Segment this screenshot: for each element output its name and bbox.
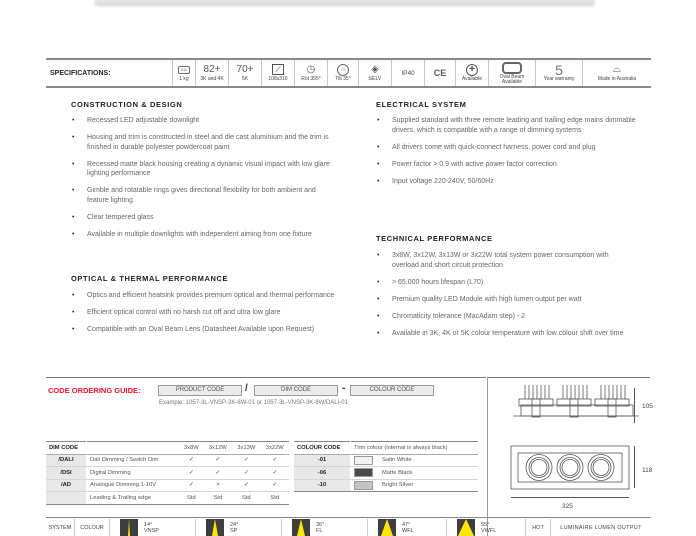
table-row: /DALI Dali Dimming / Switch Dim ✓ ✓ ✓ ✓ bbox=[46, 454, 289, 467]
divider bbox=[488, 377, 650, 378]
emergency-icon: ✚ bbox=[466, 63, 478, 76]
beam-vwfl: 55° VWFL bbox=[446, 519, 525, 536]
beam-angle-icon bbox=[206, 519, 224, 536]
spec-cri-5k: 70+ 5K bbox=[228, 60, 261, 86]
dimension-line bbox=[634, 446, 635, 488]
beam-fl: 36° FL bbox=[281, 519, 367, 536]
colour-swatch-bright-silver bbox=[354, 481, 373, 490]
list-item: • 3x8W, 3x12W, 3x13W or 3x22W total system power consumption with overload and short circuit protection bbox=[376, 251, 636, 270]
rotation-icon: ◷ bbox=[306, 63, 316, 75]
list-item: • Recessed matte black housing creating a dynamic visual impact with low glare lighting performance bbox=[71, 160, 336, 179]
list-item: • Available in 3K, 4K or 5K colour temperature with low colour shift over time bbox=[376, 329, 636, 339]
table-row: /DSI Digital Dimming ✓ ✓ ✓ ✓ bbox=[46, 467, 289, 480]
beam-sp: 24° SP bbox=[195, 519, 281, 536]
colour-swatch-satin-white bbox=[354, 456, 373, 465]
list-item: • Input voltage 220-240V, 50/60Hz bbox=[376, 177, 636, 187]
heatsink-module bbox=[519, 385, 553, 417]
dimension-line bbox=[511, 497, 629, 498]
code-separator: - bbox=[342, 383, 346, 394]
spec-tilt: ⌂ Tilt 35° bbox=[327, 60, 358, 86]
beam-angle-icon bbox=[120, 519, 138, 536]
optical-heading: OPTICAL & THERMAL PERFORMANCE bbox=[71, 274, 229, 283]
product-image-edge bbox=[95, 0, 595, 5]
spec-origin: ⌓ Made in Australia bbox=[582, 60, 651, 86]
list-item: • All drivers come with quick-connect harness, power cord and plug bbox=[376, 143, 636, 153]
spec-ip-rating: IP40 bbox=[391, 60, 424, 86]
list-item: • Power factor > 0.9 with active power factor correction bbox=[376, 160, 636, 170]
front-view-drawing bbox=[510, 445, 630, 490]
table-row: /AD Analogue Dimming 1-10V ✓ × ✓ ✓ bbox=[46, 479, 289, 492]
tilt-icon: ⌂ bbox=[337, 63, 349, 76]
table-row: -10 Bright Silver bbox=[294, 479, 478, 492]
hot-header: HOT bbox=[525, 519, 550, 536]
beam-angle-icon bbox=[457, 519, 475, 536]
ce-mark-icon: CE bbox=[433, 67, 447, 78]
technical-heading: TECHNICAL PERFORMANCE bbox=[376, 234, 493, 243]
dim-code-box: DIM CODE bbox=[254, 385, 338, 396]
beam-angle-icon bbox=[292, 519, 310, 536]
list-item: • Optics and efficient heatsink provides premium optical and thermal performance bbox=[71, 291, 336, 301]
list-item: • Premium quality LED Module with high lumen output per watt bbox=[376, 295, 636, 305]
warranty-icon: 5 bbox=[555, 61, 563, 78]
lumen-output-header: LUMINAIRE LUMEN OUTPUT bbox=[550, 519, 651, 536]
oval-beam-icon bbox=[502, 62, 522, 75]
spec-warranty: 5 Year warranty bbox=[535, 60, 582, 86]
cri-icon: 82+ bbox=[203, 63, 221, 75]
table-row: Leading & Trailing edge Std Std Std Std bbox=[46, 492, 289, 505]
optical-list bbox=[71, 291, 336, 342]
list-item: • Chromaticity tolerance (MacAdam step) - 2 bbox=[376, 312, 636, 322]
divider bbox=[487, 377, 488, 536]
spec-cri-3k-4k: 82+ 3K and 4K bbox=[195, 60, 228, 86]
list-item: • Clear tempered glass bbox=[71, 213, 336, 223]
system-header: SYSTEM bbox=[48, 524, 72, 531]
dimension-width: 325 bbox=[562, 503, 573, 510]
list-item: • Compatible with an Oval Beam Lens (Datasheet Available upon Request) bbox=[71, 325, 336, 335]
spec-emergency: ✚ Available bbox=[455, 60, 488, 86]
electrical-list bbox=[376, 116, 636, 194]
colour-swatch-matte-black bbox=[354, 468, 373, 477]
code-ordering-label: CODE ORDERING GUIDE: bbox=[48, 386, 141, 395]
list-item: • Recessed LED adjustable downlight bbox=[71, 116, 336, 126]
table-header: DIM CODE 3x8W 3x12W 3x13W 3x22W bbox=[46, 442, 289, 455]
list-item: • Available in multiple downlights with independent aiming from one fixture bbox=[71, 230, 336, 240]
divider bbox=[46, 377, 486, 378]
beam-angle-icon bbox=[378, 519, 396, 536]
dim-code-table bbox=[46, 441, 289, 505]
electrical-heading: ELECTRICAL SYSTEM bbox=[376, 100, 467, 109]
dimension-height: 105 bbox=[642, 403, 653, 410]
spec-oval-beam: Oval Beam Available bbox=[488, 60, 535, 86]
colour-code-table bbox=[294, 441, 478, 492]
list-item: • Gimble and rotatable rings gives directional flexibility for both ambient and feature lighting bbox=[71, 186, 336, 205]
specifications-label: SPECIFICATIONS: bbox=[50, 69, 111, 77]
colour-code-box: COLOUR CODE bbox=[350, 385, 434, 396]
list-item: • Efficient optical control with no harsh cut off and ultra low glare bbox=[71, 308, 336, 318]
spec-weight: KG 1 kg bbox=[172, 60, 195, 86]
table-row: -06 Matte Black bbox=[294, 467, 478, 480]
side-view-drawing bbox=[505, 382, 645, 422]
code-example: Example: 1057-3L-VNSP-3K-8W-01 or 1057-3L-VNSP-3K-8W/DALI-01 bbox=[159, 400, 348, 406]
beam-table-header bbox=[46, 519, 651, 536]
product-code-box: PRODUCT CODE bbox=[158, 385, 242, 396]
divider bbox=[46, 517, 651, 518]
dimension-line bbox=[634, 388, 635, 423]
spec-selv: ◈ SELV bbox=[358, 60, 391, 86]
dimension-depth: 118 bbox=[642, 467, 653, 474]
spec-rotation: ◷ Rot 355° bbox=[294, 60, 327, 86]
australia-map-icon: ⌓ bbox=[613, 63, 621, 75]
table-header: COLOUR CODE Trim colour (internal is always black) bbox=[294, 442, 478, 455]
cri-icon: 70+ bbox=[236, 63, 254, 75]
spec-cutout: ⟋ 108x310 bbox=[261, 60, 294, 86]
list-item: • > 65,000 hours lifespan (L70) bbox=[376, 278, 636, 288]
technical-list bbox=[376, 251, 636, 346]
list-item: • Housing and trim is constructed in steel and die cast aluminium and the trim is finished in durable polyester powdercoat paint bbox=[71, 133, 336, 152]
code-separator: / bbox=[245, 383, 248, 394]
specifications-bar bbox=[46, 58, 651, 88]
list-item: • Supplied standard with three remote leading and trailing edge mains dimmable drivers, which is compatible with a range of dimming systems bbox=[376, 116, 636, 135]
beam-wfl: 47° WFL bbox=[367, 519, 446, 536]
selv-icon: ◈ bbox=[371, 63, 379, 75]
construction-list bbox=[71, 116, 336, 247]
colour-header: COLOUR bbox=[74, 519, 109, 536]
cutout-icon: ⟋ bbox=[272, 63, 284, 76]
beam-vnsp: 14° VNSP bbox=[109, 519, 195, 536]
weight-icon: KG bbox=[178, 63, 190, 76]
table-row: -01 Satin White bbox=[294, 454, 478, 467]
spec-ce bbox=[424, 60, 455, 86]
construction-heading: CONSTRUCTION & DESIGN bbox=[71, 100, 183, 109]
